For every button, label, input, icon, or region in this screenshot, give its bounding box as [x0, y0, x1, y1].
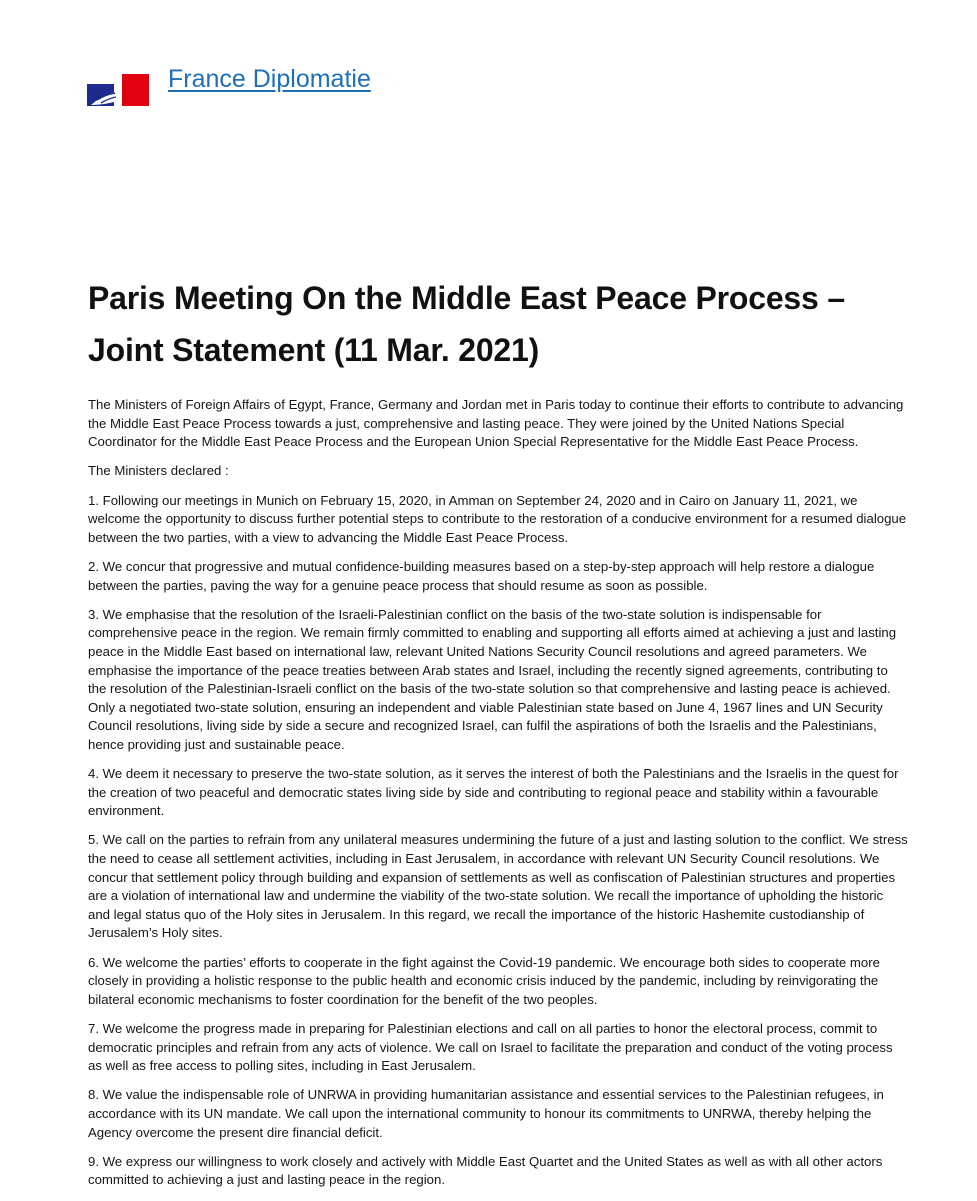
point-4: 4. We deem it necessary to preserve the two-state solution, as it serves the interest of both the Palestinians and the Israelis in the quest for the creation of two peaceful and democratic states living side by side and contributing to regional peace and stability within a favourable environment.: [88, 766, 899, 819]
point-7: 7. We welcome the progress made in preparing for Palestinian elections and call on all parties to honor the electoral process, commit to democratic principles and refrain from any acts of violence. We call on Israel to facilitate the preparation and conduct of the voting process as well as free access to polling sites, including in East Jerusalem.: [88, 1020, 893, 1074]
title-line-2: Joint Statement (11 Mar. 2021): [88, 332, 540, 368]
point-8: 8. We value the indispensable role of UNRWA in providing humanitarian assistance and essential services to the Palestinian refugees, in accordance with its UN mandate. We call upon the international community to honour its commitments to UNRWA, thereby helping the Agency overcome the present dire financial deficit.: [88, 1087, 884, 1140]
point-2: 2. We concur that progressive and mutual confidence-building measures based on a step-by-step approach will help restore a dialogue between the parties, paving the way for a genuine peace process that should resume as soon as possible.: [88, 558, 875, 593]
france-diplomatie-logo[interactable]: [87, 72, 149, 110]
page-title: [88, 272, 888, 376]
site-header: [87, 62, 371, 110]
site-name-link[interactable]: France Diplomatie: [168, 65, 371, 93]
point-1: 1. Following our meetings in Munich on February 15, 2020, in Amman on September 24, 2020 and in Cairo on January 11, 2021, we welcome the opportunity to discuss further potential steps to contribute to the restoration of a conducive environment for a resumed dialogue between the two parties, with a view to advancing the Middle East Peace Process.: [88, 492, 907, 545]
point-5: 5. We call on the parties to refrain from any unilateral measures undermining the future of a just and lasting solution to the conflict. We stress the need to cease all settlement activities, including in East Jerusalem, in accordance with relevant UN Security Council resolutions. We concur that settlement policy through building and expansion of settlements as well as confiscation of Palestinian structures and properties are a violation of international law and undermine the viability of the two-state solution. We recall the importance of upholding the historic and legal status quo of the Holy sites in Jerusalem. In this regard, we recall the importance of the historic Hashemite custodianship of Jerusalem’s Holy sites.: [88, 832, 908, 941]
point-6: 6. We welcome the parties’ efforts to cooperate in the fight against the Covid-19 pandemic. We encourage both sides to cooperate more closely in providing a holistic response to the public health and economic crisis induced by the pandemic, including by reinvigorating the bilateral economic mechanisms to foster coordination for the benefit of the two peoples.: [88, 954, 880, 1007]
statement-body: [88, 396, 908, 1201]
declared-paragraph: The Ministers declared :: [88, 463, 229, 479]
point-9: 9. We express our willingness to work closely and actively with Middle East Quartet and the United States as well as with all other actors committed to achieving a just and lasting peace in the region.: [88, 1153, 883, 1188]
intro-paragraph: The Ministers of Foreign Affairs of Egypt, France, Germany and Jordan met in Paris today to continue their efforts to contribute to advancing the Middle East Peace Process towards a just, comprehensive and lasting peace. They were joined by the United Nations Special Coordinator for the Middle East Peace Process and the European Union Special Representative for the Middle East Peace Process.: [88, 397, 904, 450]
point-3: 3. We emphasise that the resolution of the Israeli-Palestinian conflict on the basis of the two-state solution is indispensable for comprehensive peace in the region. We remain firmly committed to enabling and supporting all efforts aimed at achieving a just and lasting peace in the Middle East based on international law, relevant United Nations Security Council resolutions and agreed parameters. We emphasise the importance of the peace treaties between Arab states and Israel, including the recently signed agreements, contributing to the resolution of the Palestinian-Israeli conflict on the basis of the two-state solution so that comprehensive and lasting peace is achieved. Only a negotiated two-state solution, ensuring an independent and viable Palestinian state based on June 4, 1967 lines and UN Security Council resolutions, living side by side a secure and recognized Israel, can fulfil the aspirations of both the Israelis and the Palestinians, hence providing just and sustainable peace.: [88, 606, 897, 752]
title-line-1: Paris Meeting On the Middle East Peace Process –: [88, 280, 845, 316]
